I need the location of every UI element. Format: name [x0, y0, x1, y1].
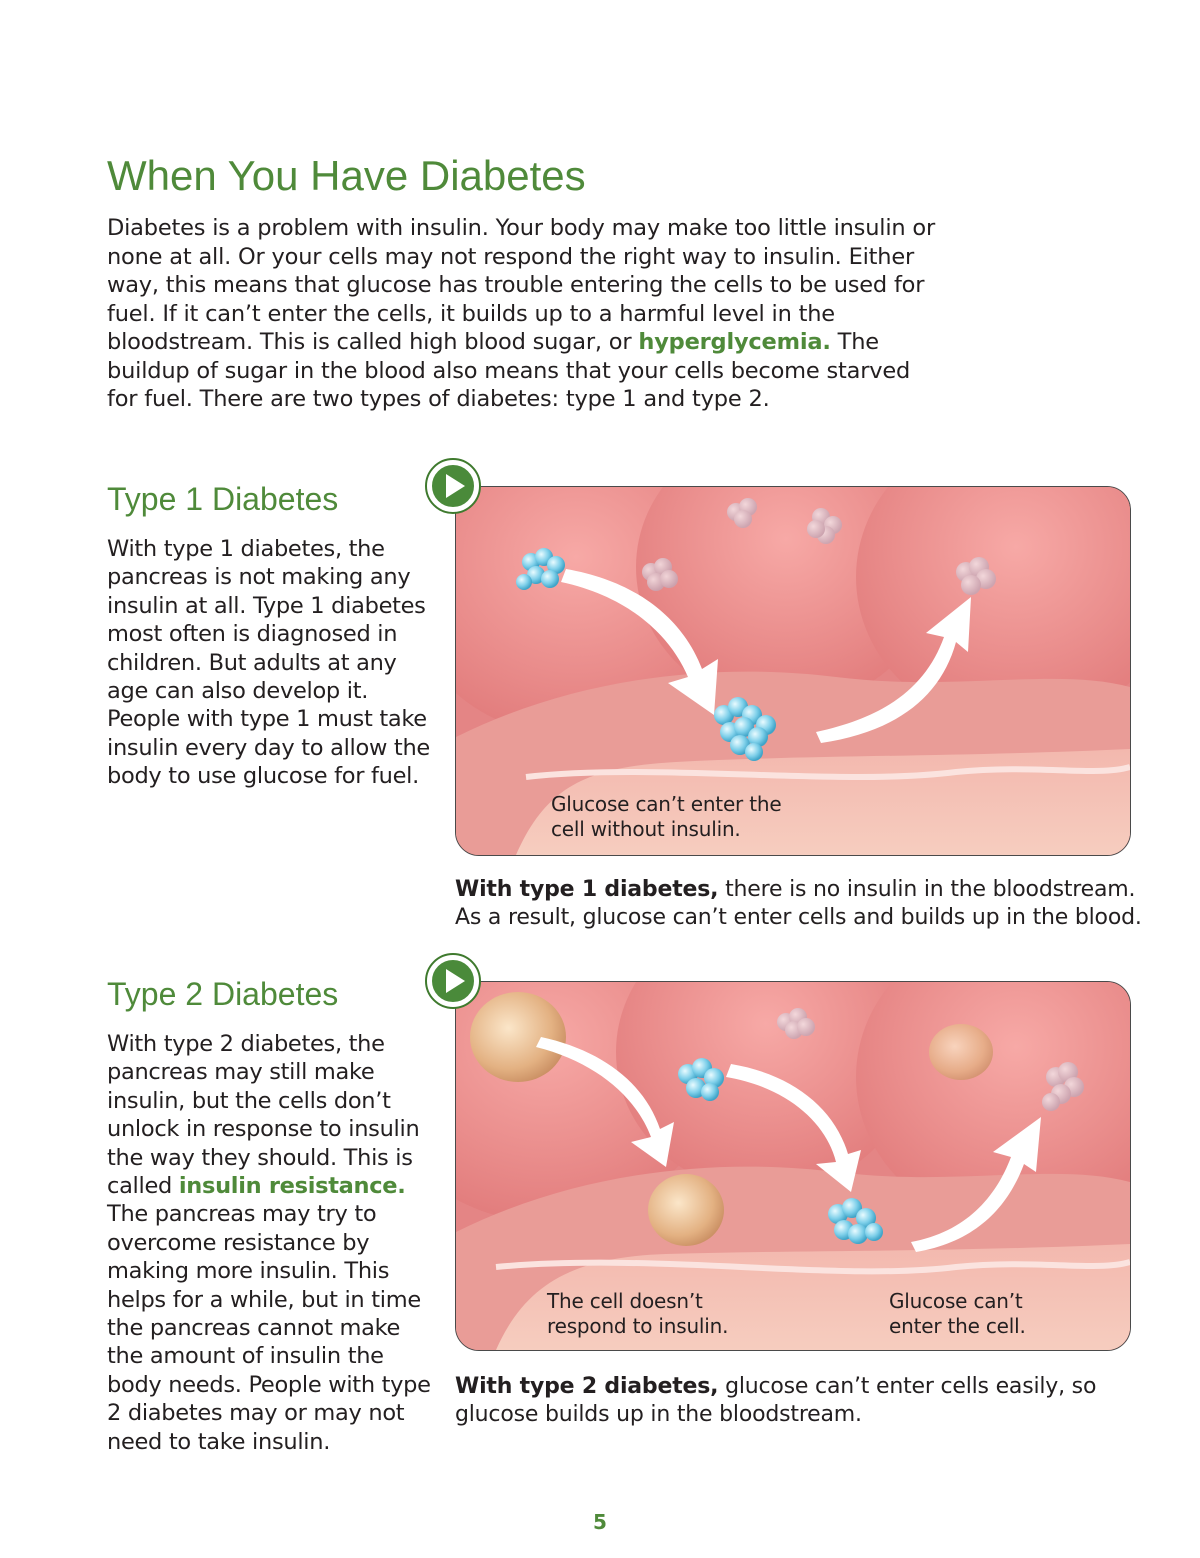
intro-text-1: Diabetes is a problem with insulin. Your body may make too little insulin or none at all. Or your cells may not respond the right way to insulin. Either way, this means that glucose has trouble entering the cells to be used for fuel. If it can’t enter the cells, it builds up to a harmful level in the bloodstream. This is called high blood sugar, or: [107, 215, 936, 355]
type1-image-label: Glucose can’t enter the cell without insulin.: [551, 792, 782, 841]
type2-image-label-right: Glucose can’t enter the cell.: [889, 1289, 1026, 1338]
intro-paragraph: [107, 214, 937, 414]
type2-caption: [455, 1373, 1145, 1428]
keyword-insulin-resistance: insulin resistance.: [178, 1173, 406, 1200]
type2-image-label-left: The cell doesn’t respond to insulin.: [547, 1289, 729, 1338]
keyword-hyperglycemia: hyperglycemia.: [638, 329, 831, 355]
play-icon[interactable]: [425, 953, 481, 1009]
type1-caption-text: there is no insulin in the bloodstream. As a result, glucose can’t enter cells and builds up in the blood.: [455, 877, 1142, 930]
type2-heading: Type 2 Diabetes: [107, 976, 339, 1012]
type1-caption: [455, 876, 1145, 931]
type1-illustration: [455, 486, 1131, 856]
type1-heading: Type 1 Diabetes: [107, 481, 339, 517]
type2-body-text-1: With type 2 diabetes, the pancreas may still make insulin, but the cells don’t unlock in response to insulin the way they should. This is called: [107, 1031, 420, 1200]
type2-caption-bold: With type 2 diabetes,: [455, 1374, 719, 1399]
type1-body: With type 1 diabetes, the pancreas is not making any insulin at all. Type 1 diabetes most often is diagnosed in children. But adults at any age can also develop it. People with type 1 must take insulin every day to allow the body to use glucose for fuel.: [107, 536, 430, 790]
page-title: When You Have Diabetes: [107, 152, 586, 199]
type2-caption-text: glucose can’t enter cells easily, so glucose builds up in the bloodstream.: [455, 1374, 1097, 1427]
intro-text-2: The buildup of sugar in the blood also means that your cells become starved for fuel. There are two types of diabetes: type 1 and type 2.: [107, 329, 911, 412]
type2-illustration: [455, 981, 1131, 1351]
play-icon[interactable]: [425, 458, 481, 514]
page-number: 5: [593, 1510, 607, 1534]
type1-caption-bold: With type 1 diabetes,: [455, 877, 719, 902]
type2-body-text-2: The pancreas may try to overcome resistance by making more insulin. This helps for a while, but in time the pancreas cannot make the amount of insulin the body needs. People with type 2 diabetes may or may not need to take insulin.: [107, 1201, 431, 1455]
type2-body: [107, 1030, 442, 1456]
